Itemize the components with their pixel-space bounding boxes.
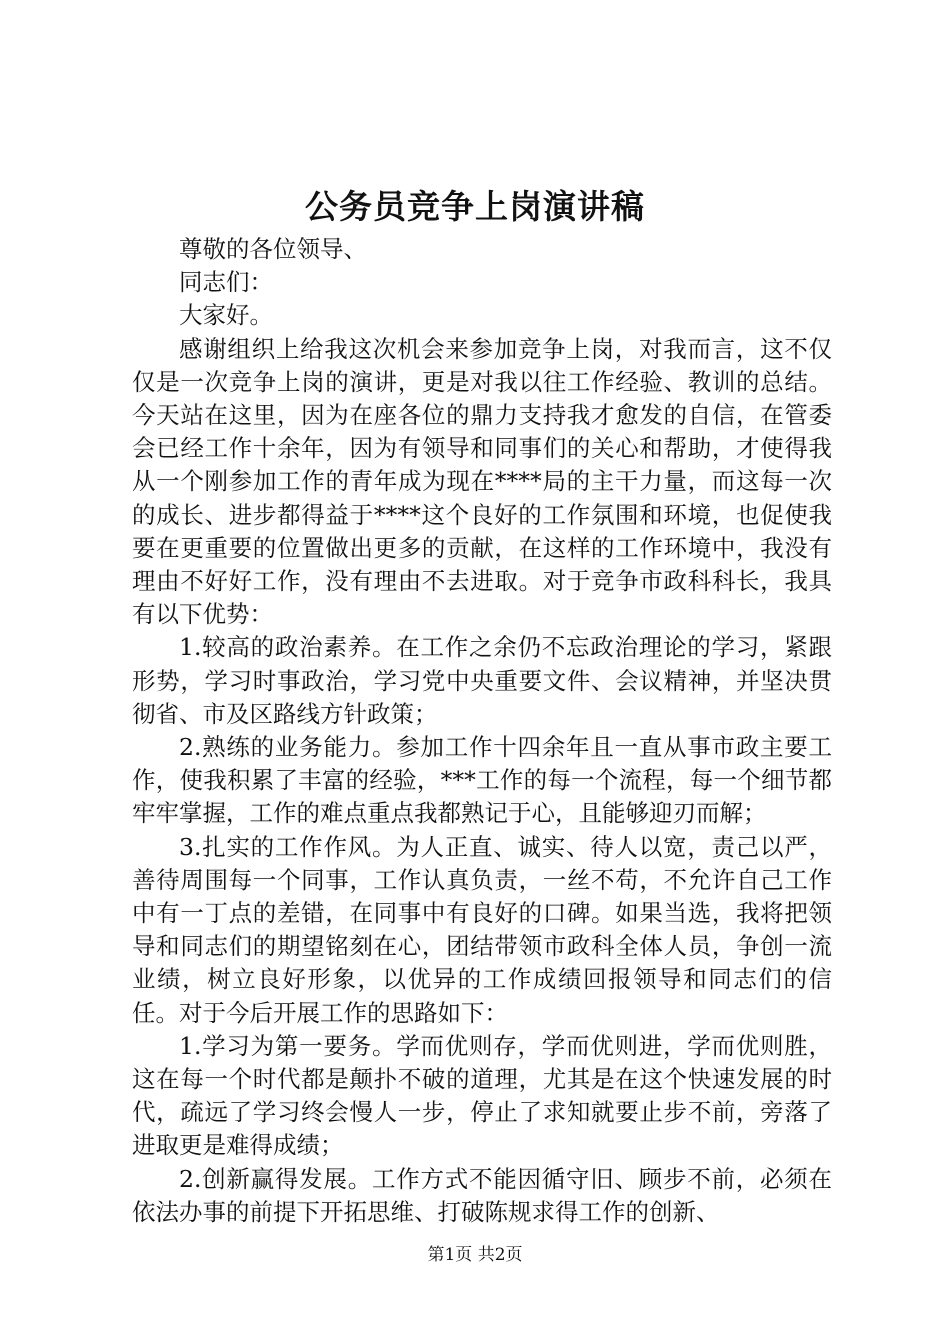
document-title: 公务员竞争上岗演讲稿 (305, 187, 645, 226)
greeting-line: 大家好。 (179, 301, 273, 330)
document-body (132, 233, 832, 1229)
page-number-footer: 第1页 共2页 (427, 1245, 523, 1265)
salutation-line-2: 同志们： (179, 268, 273, 297)
body-paragraph: 3.扎实的工作作风。为人正直、诚实、待人以宽，责己以严，善待周围每一个同事，工作认真负责，一丝不苟，不允许自己工作中有一丁点的差错，在同事中有良好的口碑。如果当选，我将把领导和同志们的期望铭刻在心，团结带领市政科全体人员，争创一流业绩，树立良好形象，以优异的工作成绩回报领导和同志们的信任。对于今后开展工作的思路如下： (132, 832, 832, 1027)
body-paragraph: 感谢组织上给我这次机会来参加竞争上岗，对我而言，这不仅仅是一次竞争上岗的演讲，更是对我以往工作经验、教训的总结。今天站在这里，因为在座各位的鼎力支持我才愈发的自信，在管委会已经工作十余年，因为有领导和同事们的关心和帮助，才使得我从一个刚参加工作的青年成为现在****局的主干力量，而这每一次的成长、进步都得益于****这个良好的工作氛围和环境，也促使我要在更重要的位置做出更多的贡献，在这样的工作环境中，我没有理由不好好工作，没有理由不去进取。对于竞争市政科科长，我具有以下优势： (132, 334, 832, 629)
salutation-line-1: 尊敬的各位领导、 (179, 235, 367, 263)
body-paragraph: 2.创新赢得发展。工作方式不能因循守旧、顾步不前，必须在依法办事的前提下开拓思维、打破陈规求得工作的创新、 (132, 1164, 832, 1226)
body-paragraph: 1.学习为第一要务。学而优则存，学而优则进，学而优则胜，这在每一个时代都是颠扑不破的道理，尤其是在这个快速发展的时代，疏远了学习终会慢人一步，停止了求知就要止步不前，旁落了进取更是难得成绩； (132, 1031, 832, 1160)
body-paragraph: 2.熟练的业务能力。参加工作十四余年且一直从事市政主要工作，使我积累了丰富的经验，***工作的每一个流程，每一个细节都牢牢掌握，工作的难点重点我都熟记于心，且能够迎刃而解； (132, 733, 832, 828)
body-paragraph: 1.较高的政治素养。在工作之余仍不忘政治理论的学习，紧跟形势，学习时事政治，学习党中央重要文件、会议精神，并坚决贯彻省、市及区路线方针政策； (132, 633, 832, 728)
